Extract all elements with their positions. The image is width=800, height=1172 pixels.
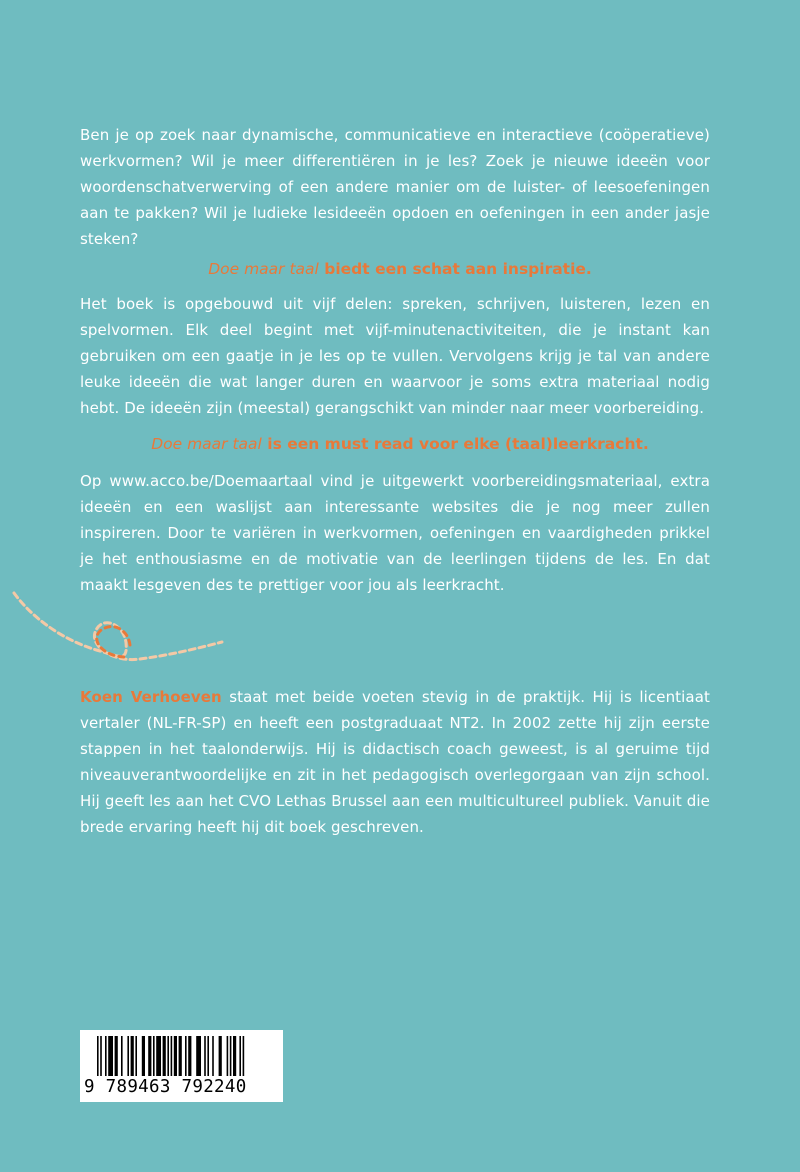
barcode-bar [167,1036,169,1076]
barcode-bar [174,1036,177,1076]
barcode-bar [196,1036,201,1076]
barcode-bar [227,1036,229,1076]
intro-paragraph: Ben je op zoek naar dynamische, communicatieve en interactieve (coöperatieve) werkvormen? Wil je meer differentiëren in je les? Zoek je nieuwe ideeën voor woordenschatverwerving of een andere manier om de luister- of leesoefeningen aan te pakken? Wil je ludieke lesideeën opdoen en oefeningen in een ander jasje steken? [80,126,710,248]
barcode-bar [105,1036,107,1076]
tagline-inspiration [80,256,720,282]
barcode-bar [97,1036,99,1076]
swirl-path [14,593,222,660]
book-title: Doe maar taal [151,435,262,453]
barcode-bar [135,1036,137,1076]
author-bio-text: staat met beide voeten stevig in de praktijk. Hij is licentiaat vertaler (NL-FR-SP) en heeft een postgraduaat NT2. In 2002 zette hij zijn eerste stappen in het taalonderwijs. Hij is didactisch coach geweest, is al geruime tijd niveauverantwoordelijke en zit in het pedagogisch overlegorgaan van zijn school. Hij geeft les aan het CVO Lethas Brussel aan een multicultureel publiek. Vanuit die brede ervaring heeft hij dit boek geschreven. [80,688,710,836]
barcode-bar [156,1036,161,1076]
tagline-must-read [80,431,720,457]
barcode-bar [148,1036,151,1076]
barcode-bar [142,1036,145,1076]
author-name: Koen Verhoeven [80,688,222,706]
barcode-bar [188,1036,191,1076]
barcode-bar [230,1036,232,1076]
barcode-bar [179,1036,182,1076]
book-title: Doe maar taal [208,260,319,278]
author-bio [80,684,710,840]
barcode-bar [115,1036,118,1076]
tagline-text: is een must read voor elke (taal)leerkracht. [261,435,649,453]
barcode-bar [163,1036,166,1076]
barcode-bar [153,1036,155,1076]
barcode-bars [97,1036,267,1076]
barcode-bar [127,1036,129,1076]
barcode-bar [219,1036,222,1076]
barcode-digits: 9 789463 792240 [84,1077,247,1097]
barcode [80,1030,283,1102]
barcode-bar [204,1036,206,1076]
website-paragraph: Op www.acco.be/Doemaartaal vind je uitgewerkt voorbereidingsmateriaal, extra ideeën en een waslijst aan interessante websites die je nog meer zullen inspireren. Door te variëren in werkvormen, oefeningen en vaardigheden prikkel je het enthousiasme en de motivatie van de leerlingen tijdens de les. En dat maakt lesgeven des te prettiger voor jou als leerkracht. [80,472,710,594]
barcode-bar [121,1036,123,1076]
barcode-bar [239,1036,241,1076]
dotted-swirl-decoration [0,585,230,675]
barcode-bar [212,1036,214,1076]
barcode-bar [243,1036,245,1076]
barcode-bar [108,1036,113,1076]
barcode-bar [185,1036,187,1076]
barcode-bar [131,1036,134,1076]
tagline-text: biedt een schat aan inspiratie. [318,260,592,278]
barcode-bar [207,1036,209,1076]
barcode-bar [171,1036,173,1076]
barcode-bar [100,1036,102,1076]
barcode-bar [233,1036,236,1076]
structure-paragraph: Het boek is opgebouwd uit vijf delen: spreken, schrijven, luisteren, lezen en spelvormen. Elk deel begint met vijf-minutenactiviteiten, die je instant kan gebruiken om een gaatje in je les op te vullen. Vervolgens krijg je tal van andere leuke ideeën die wat langer duren en waarvoor je soms extra materiaal nodig hebt. De ideeën zijn (meestal) gerangschikt van minder naar meer voorbereiding. [80,295,710,417]
